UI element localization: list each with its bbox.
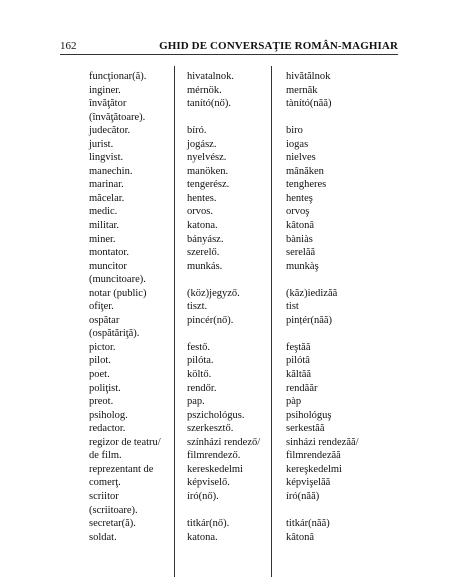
hungarian-term: pilóta.: [187, 355, 214, 367]
hungarian-term: manöken.: [187, 165, 229, 177]
table-row: [0, 260, 452, 274]
hungarian-term: bányász.: [187, 233, 224, 245]
table-row: [0, 97, 452, 111]
romanian-term: poliţist.: [89, 382, 121, 394]
table-row: [0, 327, 452, 341]
pronunciation: pàp: [286, 396, 302, 408]
romanian-term: montator.: [89, 247, 129, 259]
table-row: [0, 422, 452, 436]
romanian-term: muncitor: [89, 260, 127, 272]
romanian-term: marinar.: [89, 179, 124, 191]
romanian-term: psiholog.: [89, 409, 128, 421]
romanian-term: (ospătăriţă).: [89, 328, 140, 340]
romanian-term: regizor de teatru/: [89, 436, 161, 448]
pronunciation: munkàş: [286, 260, 319, 272]
table-row: [0, 233, 452, 247]
table-row: [0, 178, 452, 192]
pronunciation: iogas: [286, 138, 309, 150]
romanian-term: manechin.: [89, 165, 133, 177]
hungarian-term: katona.: [187, 531, 218, 543]
table-row: [0, 287, 452, 301]
romanian-term: preot.: [89, 396, 114, 408]
table-row: [0, 395, 452, 409]
pronunciation: henteş: [286, 192, 313, 204]
table-row: [0, 354, 452, 368]
pronunciation: titkár(năă): [286, 518, 330, 530]
romanian-term: învăţător: [89, 98, 127, 110]
romanian-term: soldat.: [89, 531, 117, 543]
vocabulary-table: [0, 70, 452, 544]
hungarian-term: festő.: [187, 341, 211, 353]
hungarian-term: szerkesztő.: [187, 423, 234, 435]
pronunciation: pințér(năă): [286, 314, 333, 326]
table-row: [0, 192, 452, 206]
hungarian-term: pap.: [187, 396, 205, 408]
romanian-term: ofiţer.: [89, 301, 114, 313]
romanian-term: ospătar: [89, 314, 120, 326]
table-row: [0, 382, 452, 396]
romanian-term: pilot.: [89, 355, 111, 367]
hungarian-term: katona.: [187, 220, 218, 232]
romanian-term: comerţ.: [89, 477, 121, 489]
hungarian-term: pincér(nő).: [187, 314, 234, 326]
pronunciation: nielves: [286, 152, 316, 164]
table-row: [0, 84, 452, 98]
pronunciation: serelăă: [286, 247, 316, 259]
hungarian-term: mérnök.: [187, 84, 222, 96]
romanian-term: de film.: [89, 450, 122, 462]
pronunciation: mânăken: [286, 165, 324, 177]
romanian-term: jurist.: [89, 138, 114, 150]
table-row: [0, 463, 452, 477]
romanian-term: scriitor: [89, 490, 119, 502]
pronunciation: sinházi rendezăă/: [286, 436, 359, 448]
running-title: GHID DE CONVERSAŢIE ROMÂN-MAGHIAR: [159, 40, 398, 52]
hungarian-term: pszichológus.: [187, 409, 245, 421]
romanian-term: (învăţătoare).: [89, 111, 146, 123]
pronunciation: pilótâ: [286, 355, 310, 367]
romanian-term: secretar(ă).: [89, 518, 136, 530]
romanian-term: măcelar.: [89, 192, 125, 204]
pronunciation: serkestăă: [286, 423, 325, 435]
romanian-term: miner.: [89, 233, 116, 245]
hungarian-term: munkás.: [187, 260, 223, 272]
table-row: [0, 151, 452, 165]
table-row: [0, 205, 452, 219]
hungarian-term: hivatalnok.: [187, 71, 234, 82]
table-row: [0, 531, 452, 545]
table-row: [0, 165, 452, 179]
table-row: [0, 138, 452, 152]
romanian-term: inginer.: [89, 84, 121, 96]
table-row: [0, 70, 452, 84]
pronunciation: filmrendezăă: [286, 450, 341, 462]
pronunciation: író(năă): [286, 490, 320, 502]
table-row: [0, 111, 452, 125]
romanian-term: (muncitoare).: [89, 274, 146, 286]
hungarian-term: tengerész.: [187, 179, 230, 191]
hungarian-term: költő.: [187, 369, 212, 381]
table-row: [0, 409, 452, 423]
romanian-term: funcţionar(ă).: [89, 71, 147, 82]
hungarian-term: kereskedelmi: [187, 463, 243, 475]
hungarian-term: nyelvész.: [187, 152, 227, 164]
table-row: [0, 273, 452, 287]
table-row: [0, 341, 452, 355]
hungarian-term: titkár(nő).: [187, 518, 230, 530]
hungarian-term: jogász.: [187, 138, 217, 150]
hungarian-term: bíró.: [187, 125, 207, 137]
hungarian-term: hentes.: [187, 192, 217, 204]
page-number: 162: [60, 40, 77, 52]
pronunciation: kereşkedelmi: [286, 463, 342, 475]
pronunciation: hivătălnok: [286, 71, 331, 82]
table-row: [0, 436, 452, 450]
romanian-term: (scriitoare).: [89, 504, 138, 516]
pronunciation: tist: [286, 301, 299, 313]
header-rule: [60, 54, 398, 55]
pronunciation: psihológuş: [286, 409, 332, 421]
hungarian-term: tanító(nő).: [187, 98, 232, 110]
romanian-term: pictor.: [89, 341, 116, 353]
table-row: [0, 490, 452, 504]
hungarian-term: rendőr.: [187, 382, 217, 394]
hungarian-term: (köz)jegyző.: [187, 287, 240, 299]
romanian-term: poet.: [89, 369, 110, 381]
pronunciation: képvişelăă: [286, 477, 331, 489]
romanian-term: reprezentant de: [89, 463, 154, 475]
pronunciation: bàniàs: [286, 233, 313, 245]
pronunciation: (kăz)iedizăă: [286, 287, 338, 299]
romanian-term: judecător.: [89, 125, 131, 137]
pronunciation: biro: [286, 125, 303, 137]
table-row: [0, 517, 452, 531]
hungarian-term: tiszt.: [187, 301, 208, 313]
pronunciation: kâtonâ: [286, 220, 314, 232]
table-row: [0, 314, 452, 328]
pronunciation: tànító(năă): [286, 98, 332, 110]
table-row: [0, 368, 452, 382]
table-row: [0, 219, 452, 233]
table-row: [0, 476, 452, 490]
romanian-term: medic.: [89, 206, 118, 218]
pronunciation: tengheres: [286, 179, 327, 191]
table-row: [0, 246, 452, 260]
page-header: [60, 38, 398, 54]
table-row: [0, 124, 452, 138]
romanian-term: militar.: [89, 220, 120, 232]
table-row: [0, 300, 452, 314]
pronunciation: kâtonâ: [286, 531, 314, 543]
hungarian-term: színházi rendező/: [187, 436, 261, 448]
pronunciation: kăltăă: [286, 369, 312, 381]
pronunciation: rendăăr: [286, 382, 318, 394]
hungarian-term: filmrendező.: [187, 450, 241, 462]
table-row: [0, 504, 452, 518]
hungarian-term: orvos.: [187, 206, 213, 218]
hungarian-term: író(nő).: [187, 490, 219, 502]
pronunciation: orvoş: [286, 206, 310, 218]
romanian-term: lingvist.: [89, 152, 124, 164]
romanian-term: notar (public): [89, 287, 147, 299]
pronunciation: mernăk: [286, 84, 318, 96]
hungarian-term: képviselő.: [187, 477, 230, 489]
romanian-term: redactor.: [89, 423, 126, 435]
table-row: [0, 449, 452, 463]
pronunciation: feştăă: [286, 341, 311, 353]
hungarian-term: szerelő.: [187, 247, 220, 259]
